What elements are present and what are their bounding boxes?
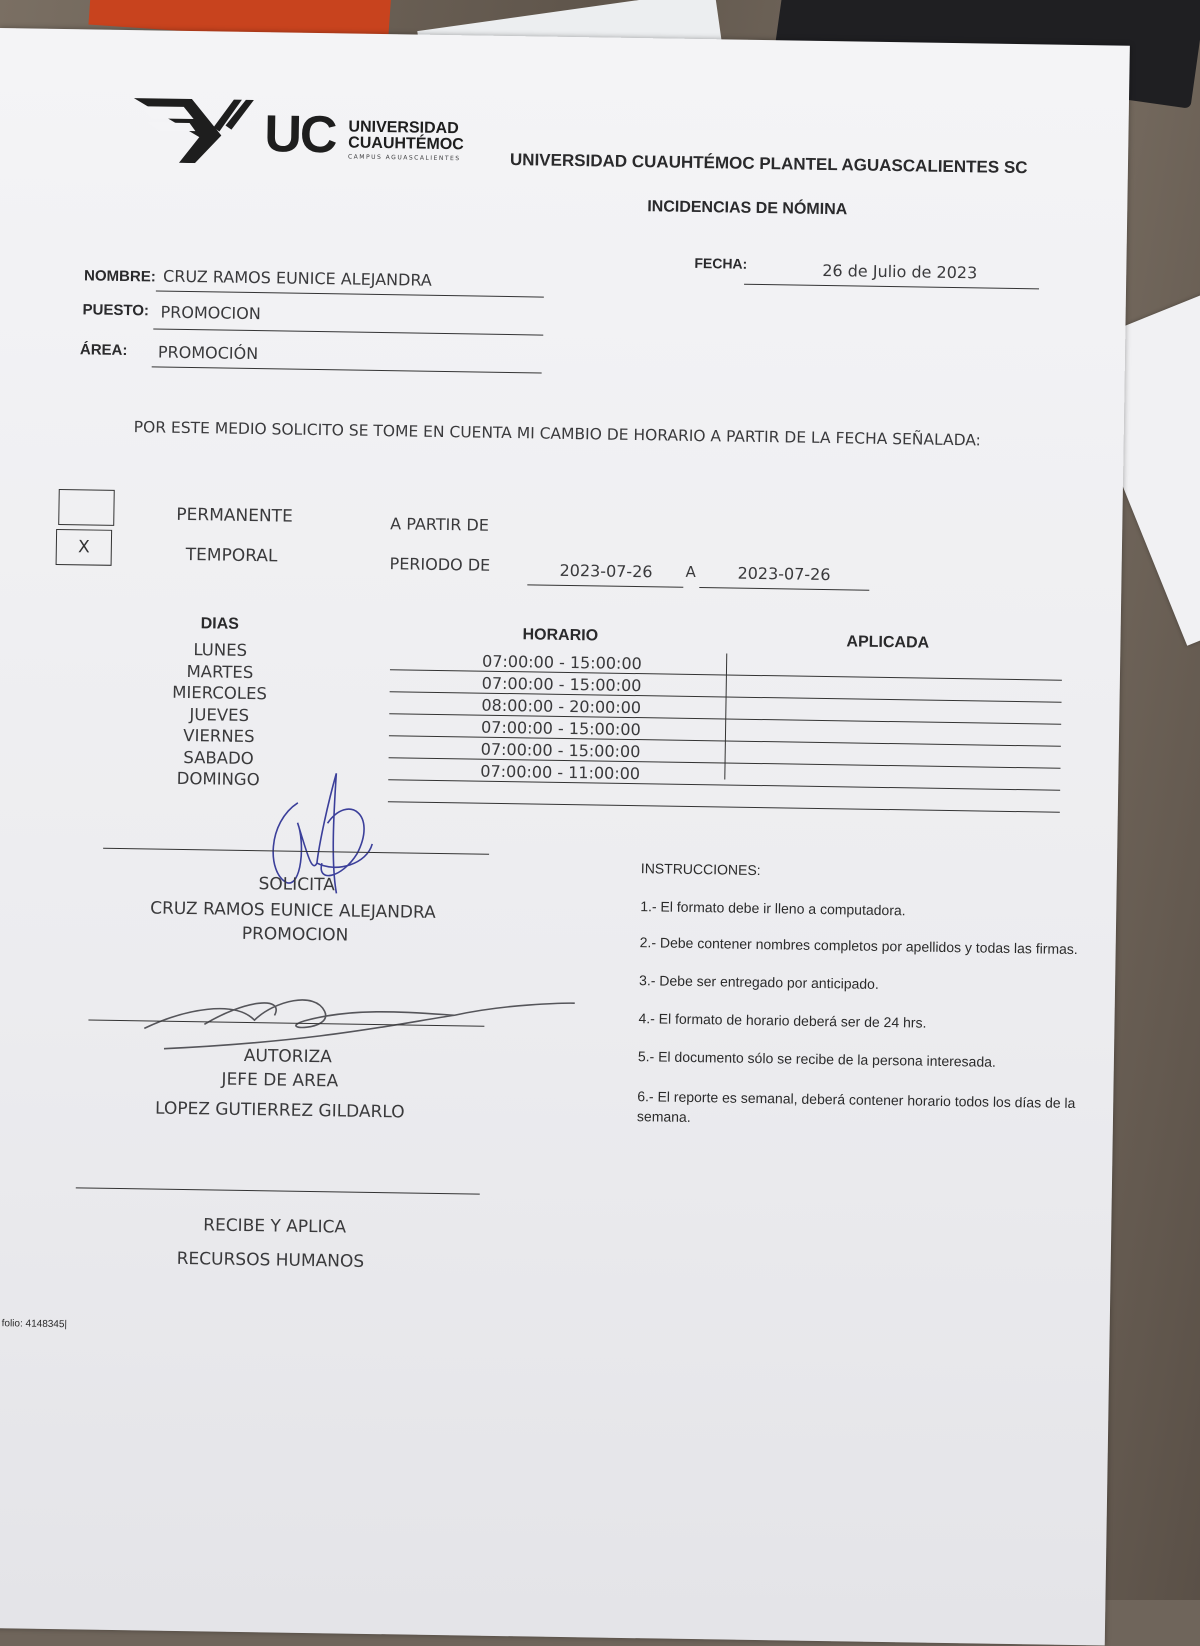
fecha-value: 26 de Julio de 2023 xyxy=(822,260,978,283)
instruction-item: semana. xyxy=(636,1108,691,1125)
puesto-underline xyxy=(153,328,543,335)
day-friday: VIERNES xyxy=(183,725,255,747)
nombre-label: NOMBRE: xyxy=(83,267,156,286)
instruction-item: 1.- El formato debe ir lleno a computadora. xyxy=(640,898,906,919)
day-monday: LUNES xyxy=(193,640,248,660)
logo-campus: CAMPUS AGUASCALIENTES xyxy=(347,153,461,163)
hours-wednesday: 08:00:00 - 20:00:00 xyxy=(481,695,642,718)
document-title: UNIVERSIDAD CUAUHTÉMOC PLANTEL AGUASCALIENTES SC xyxy=(509,150,1028,178)
day-sunday: DOMINGO xyxy=(176,768,260,790)
recibe-line xyxy=(76,1187,480,1194)
horario-header: HORARIO xyxy=(522,626,599,645)
hours-saturday: 07:00:00 - 11:00:00 xyxy=(480,761,641,784)
schedule-table xyxy=(388,648,1062,813)
periodo-separator: A xyxy=(685,562,696,581)
periodo-from: 2023-07-26 xyxy=(559,560,653,582)
autoriza-role: JEFE DE AREA xyxy=(221,1069,339,1092)
day-tuesday: MARTES xyxy=(186,661,254,682)
recibe-label: RECIBE Y APLICA xyxy=(203,1215,347,1238)
eagle-logo-icon xyxy=(133,96,254,164)
fecha-label: FECHA: xyxy=(694,254,748,272)
temporal-label: TEMPORAL xyxy=(185,544,278,567)
logo-mark: UC xyxy=(263,105,336,165)
folio: folio: 4148345| xyxy=(1,1318,68,1331)
solicita-name: CRUZ RAMOS EUNICE ALEJANDRA xyxy=(150,898,436,923)
autoriza-signature xyxy=(124,988,585,1075)
nombre-underline xyxy=(156,290,544,297)
instruction-item: 3.- Debe ser entregado por anticipado. xyxy=(638,972,879,992)
nombre-value: CRUZ RAMOS EUNICE ALEJANDRA xyxy=(162,266,432,290)
aplicada-header: APLICADA xyxy=(846,633,930,652)
area-value: PROMOCIÓN xyxy=(157,342,259,364)
recibe-dept: RECURSOS HUMANOS xyxy=(176,1248,365,1272)
hours-tuesday: 07:00:00 - 15:00:00 xyxy=(481,673,642,696)
instructions-title: INSTRUCCIONES: xyxy=(640,860,761,879)
periodo-label: PERIODO DE xyxy=(389,554,491,575)
university-logo xyxy=(133,96,254,168)
hours-monday: 07:00:00 - 15:00:00 xyxy=(481,651,642,674)
instruction-item: 4.- El formato de horario deberá ser de 24 hrs. xyxy=(638,1010,927,1031)
day-thursday: JUEVES xyxy=(189,704,250,725)
permanente-checkbox[interactable] xyxy=(58,489,115,526)
puesto-value: PROMOCION xyxy=(160,302,261,324)
fecha-underline xyxy=(744,284,1039,290)
temporal-checkbox[interactable]: X xyxy=(56,529,113,566)
permanente-label: PERMANENTE xyxy=(176,504,293,527)
day-saturday: SABADO xyxy=(183,747,254,768)
instruction-item: 2.- Debe contener nombres completos por apellidos y todas las firmas. xyxy=(639,934,1078,958)
solicita-area: PROMOCION xyxy=(241,923,349,946)
document-sheet xyxy=(0,28,1130,1646)
puesto-label: PUESTO: xyxy=(82,301,150,320)
instruction-item: 5.- El documento sólo se recibe de la persona interesada. xyxy=(637,1048,997,1070)
periodo-to: 2023-07-26 xyxy=(737,563,831,585)
logo-name-line2: CUAUHTÉMOC xyxy=(348,134,464,154)
document-subtitle: INCIDENCIAS DE NÓMINA xyxy=(647,198,848,219)
hours-thursday: 07:00:00 - 15:00:00 xyxy=(480,717,641,740)
logo-name-line1: UNIVERSIDAD xyxy=(348,118,459,138)
area-underline xyxy=(152,366,542,373)
day-wednesday: MIERCOLES xyxy=(172,682,268,704)
instruction-item: 6.- El reporte es semanal, deberá contener horario todos los días de la xyxy=(637,1088,1076,1112)
request-text: POR ESTE MEDIO SOLICITO SE TOME EN CUENTA MI CAMBIO DE HORARIO A PARTIR DE LA FECHA SEÑALADA: xyxy=(133,418,982,450)
hours-friday: 07:00:00 - 15:00:00 xyxy=(480,739,641,762)
a-partir-label: A PARTIR DE xyxy=(390,514,490,535)
autoriza-name: LOPEZ GUTIERREZ GILDARLO xyxy=(154,1098,405,1123)
periodo-from-underline xyxy=(527,584,683,587)
periodo-to-underline xyxy=(699,587,869,591)
area-label: ÁREA: xyxy=(79,341,128,360)
dias-header: DIAS xyxy=(200,615,240,633)
autoriza-label: AUTORIZA xyxy=(243,1045,332,1068)
solicita-label: SOLICITA xyxy=(258,874,335,896)
